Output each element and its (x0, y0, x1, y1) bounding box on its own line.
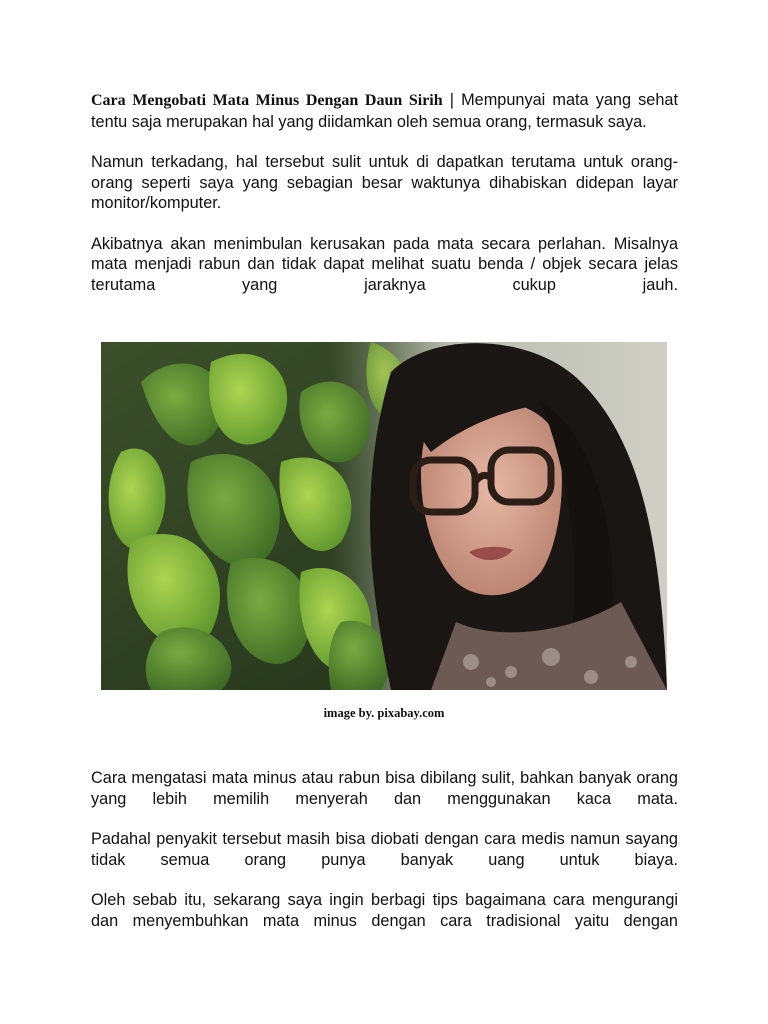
article-top (91, 90, 678, 315)
intro-paragraph (91, 90, 678, 132)
paragraph-3: Akibatnya akan menimbulan kerusakan pada mata secara perlahan. Misalnya mata menjadi rabun dan tidak dapat melihat suatu benda / objek secara jelas terutama yang jaraknya cukup jauh. (91, 234, 678, 294)
image-caption: image by. pixabay.com (323, 706, 445, 720)
paragraph-2: Namun terkadang, hal tersebut sulit untuk di dapatkan terutama untuk orang-orang seperti saya yang sebagian besar waktunya dihabiskan didepan layar monitor/komputer. (91, 153, 678, 212)
article-image (101, 342, 667, 690)
paragraph-5: Padahal penyakit tersebut masih bisa diobati dengan cara medis namun sayang tidak semua orang punya banyak uang untuk biaya. (91, 830, 678, 869)
article-title: Cara Mengobati Mata Minus Dengan Daun Sirih (91, 92, 443, 109)
intro-text: | Mempunyai mata yang sehat tentu saja merupakan hal yang diidamkan oleh semua orang, termasuk saya. (91, 91, 678, 131)
paragraph-4: Cara mengatasi mata minus atau rabun bisa dibilang sulit, bahkan banyak orang yang lebih memilih menyerah dan menggunakan kaca mata. (91, 769, 678, 808)
paragraph-6: Oleh sebab itu, sekarang saya ingin berbagi tips bagaimana cara mengurangi dan menyembuhkan mata minus dengan cara tradisional yaitu dengan (91, 891, 678, 930)
article-bottom (91, 768, 678, 931)
